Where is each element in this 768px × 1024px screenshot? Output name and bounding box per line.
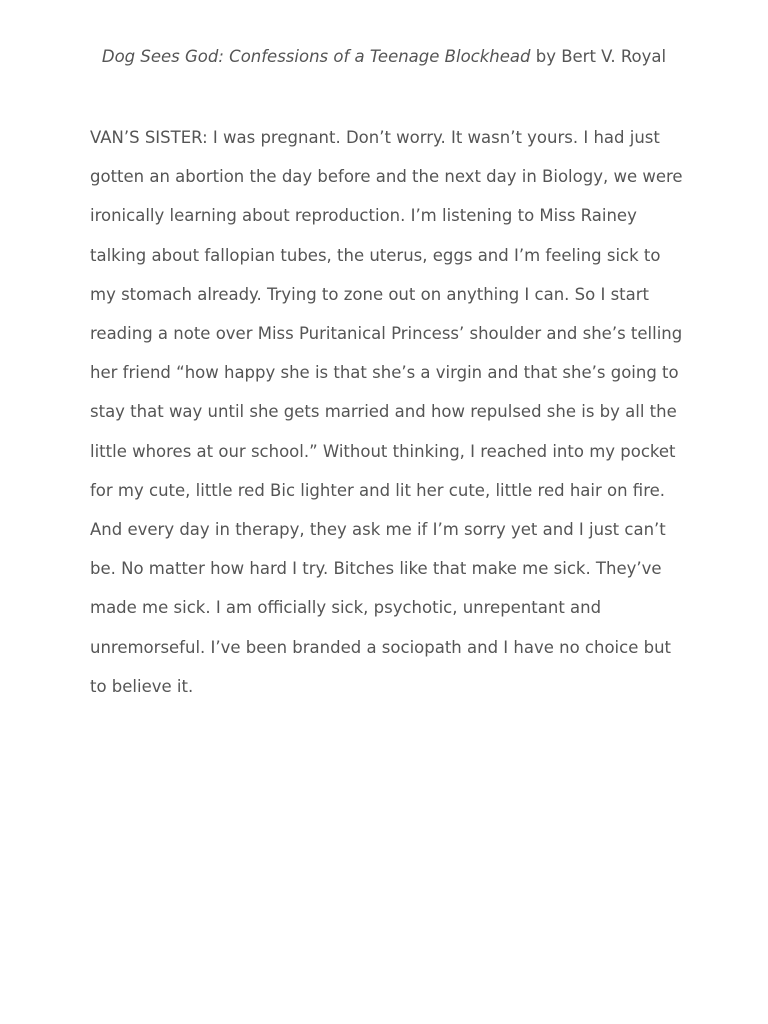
paragraph-line: ironically learning about reproduction. I’m listening to Miss Rainey [90,206,637,226]
paragraph-line: little whores at our school.” Without thinking, I reached into my pocket [90,441,676,461]
paragraph-line: talking about fallopian tubes, the uterus, eggs and I’m feeling sick to [90,245,661,265]
paragraph-line: for my cute, little red Bic lighter and lit her cute, little red hair on fire. [90,480,666,500]
document-title [90,45,678,69]
paragraph-line: stay that way until she gets married and how repulsed she is by all the [90,402,677,422]
monologue-paragraph [90,118,690,706]
title-play-name: Dog Sees God: Confessions of a Teenage Blockhead [101,47,531,66]
paragraph-line: her friend “how happy she is that she’s a virgin and that she’s going to [90,363,679,383]
paragraph-line: unremorseful. I’ve been branded a sociopath and I have no choice but [90,637,672,657]
paragraph-line: reading a note over Miss Puritanical Princess’ shoulder and she’s telling [90,324,683,344]
paragraph-line: to believe it. [90,676,194,696]
paragraph-line: gotten an abortion the day before and the next day in Biology, we were [90,167,683,187]
title-author: by Bert V. Royal [530,47,667,66]
paragraph-line: made me sick. I am officially sick, psychotic, unrepentant and [90,598,602,618]
paragraph-line: VAN’S SISTER: I was pregnant. Don’t worry. It wasn’t yours. I had just [90,128,660,147]
paragraph-line: my stomach already. Trying to zone out on anything I can. So I start [90,284,650,304]
paragraph-line: be. No matter how hard I try. Bitches like that make me sick. They’ve [90,559,662,579]
paragraph-line: And every day in therapy, they ask me if I’m sorry yet and I just can’t [90,520,666,540]
